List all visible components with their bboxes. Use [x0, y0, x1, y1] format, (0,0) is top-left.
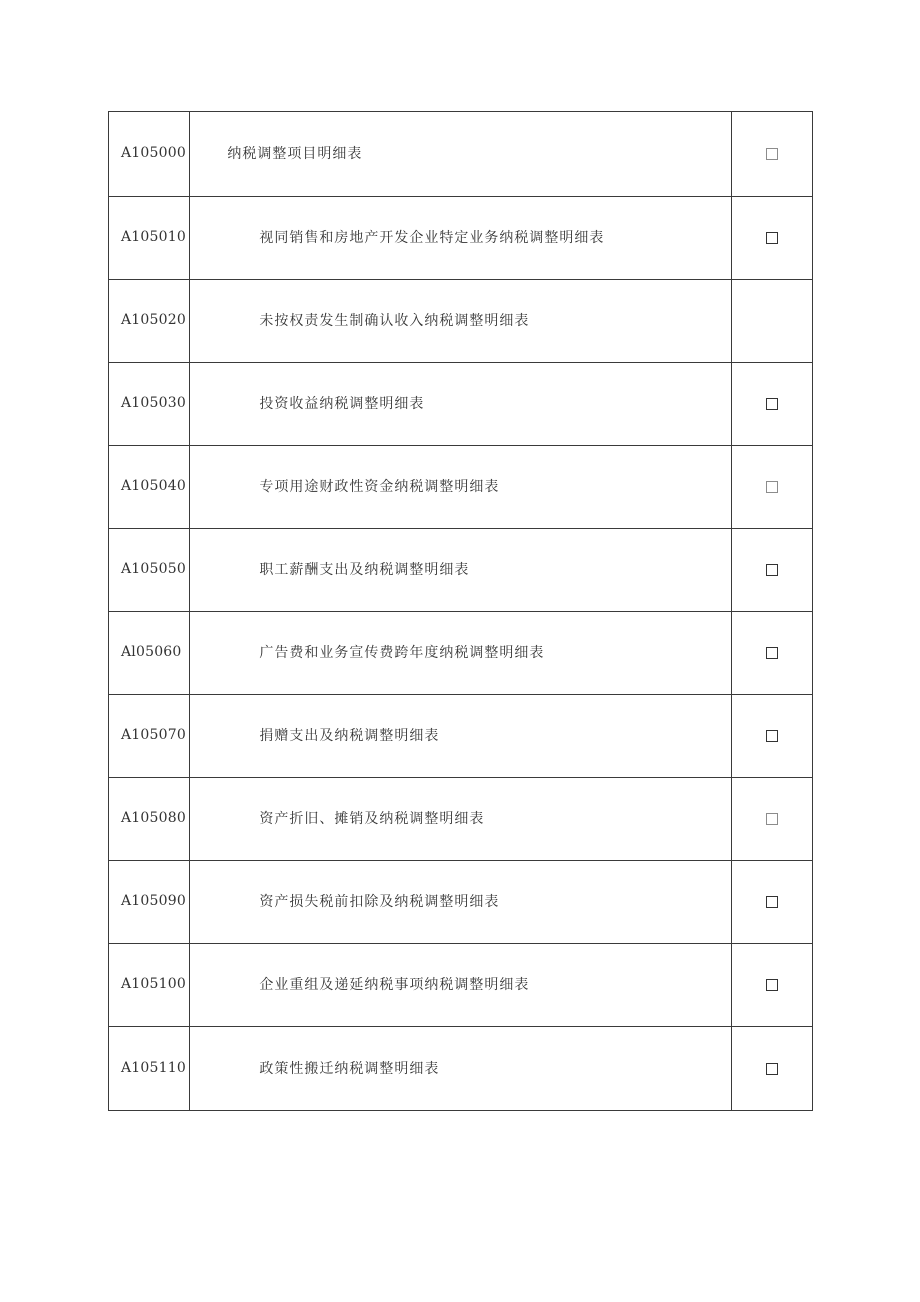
- select-checkbox[interactable]: [766, 564, 778, 576]
- table-row: [109, 861, 813, 944]
- select-cell: [731, 778, 812, 861]
- select-checkbox[interactable]: [766, 232, 778, 244]
- select-cell: [731, 944, 812, 1027]
- select-cell: [731, 529, 812, 612]
- table-row: [109, 446, 813, 529]
- select-checkbox[interactable]: [766, 148, 778, 160]
- select-cell: [731, 861, 812, 944]
- table-row: [109, 529, 813, 612]
- select-cell: [731, 446, 812, 529]
- form-name: 资产折旧、摊销及纳税调整明细表: [190, 778, 731, 861]
- select-checkbox[interactable]: [766, 730, 778, 742]
- table-row: [109, 280, 813, 363]
- form-list-table: [108, 111, 813, 1111]
- form-code: A105030: [109, 363, 190, 446]
- form-name: 政策性搬迁纳税调整明细表: [190, 1027, 731, 1111]
- select-cell: [731, 1027, 812, 1111]
- table-row: [109, 1027, 813, 1111]
- form-code: A105110: [109, 1027, 190, 1111]
- table-row: [109, 612, 813, 695]
- select-checkbox[interactable]: [766, 398, 778, 410]
- select-cell: [731, 280, 812, 363]
- select-checkbox[interactable]: [766, 1063, 778, 1075]
- select-cell: [731, 363, 812, 446]
- form-code: A105080: [109, 778, 190, 861]
- form-code: A105070: [109, 695, 190, 778]
- form-code: A105050: [109, 529, 190, 612]
- select-cell: [731, 612, 812, 695]
- form-name: 捐赠支出及纳税调整明细表: [190, 695, 731, 778]
- form-name: 资产损失税前扣除及纳税调整明细表: [190, 861, 731, 944]
- select-checkbox[interactable]: [766, 813, 778, 825]
- table-row: [109, 112, 813, 197]
- table-row: [109, 363, 813, 446]
- form-name: 纳税调整项目明细表: [190, 112, 731, 197]
- select-cell: [731, 112, 812, 197]
- form-code: A105090: [109, 861, 190, 944]
- form-name: 未按权责发生制确认收入纳税调整明细表: [190, 280, 731, 363]
- form-code: Al05060: [109, 612, 190, 695]
- table-row: [109, 197, 813, 280]
- form-name: 企业重组及递延纳税事项纳税调整明细表: [190, 944, 731, 1027]
- table-row: [109, 695, 813, 778]
- form-name: 投资收益纳税调整明细表: [190, 363, 731, 446]
- select-checkbox[interactable]: [766, 979, 778, 991]
- form-name: 专项用途财政性资金纳税调整明细表: [190, 446, 731, 529]
- select-cell: [731, 695, 812, 778]
- table-row: [109, 944, 813, 1027]
- select-cell: [731, 197, 812, 280]
- form-code: A105010: [109, 197, 190, 280]
- select-checkbox[interactable]: [766, 647, 778, 659]
- table-row: [109, 778, 813, 861]
- select-checkbox[interactable]: [766, 896, 778, 908]
- form-code: A105000: [109, 112, 190, 197]
- select-checkbox[interactable]: [766, 481, 778, 493]
- form-name: 职工薪酬支出及纳税调整明细表: [190, 529, 731, 612]
- form-name: 视同销售和房地产开发企业特定业务纳税调整明细表: [190, 197, 731, 280]
- form-code: A105040: [109, 446, 190, 529]
- form-code: A105100: [109, 944, 190, 1027]
- form-name: 广告费和业务宣传费跨年度纳税调整明细表: [190, 612, 731, 695]
- form-code: A105020: [109, 280, 190, 363]
